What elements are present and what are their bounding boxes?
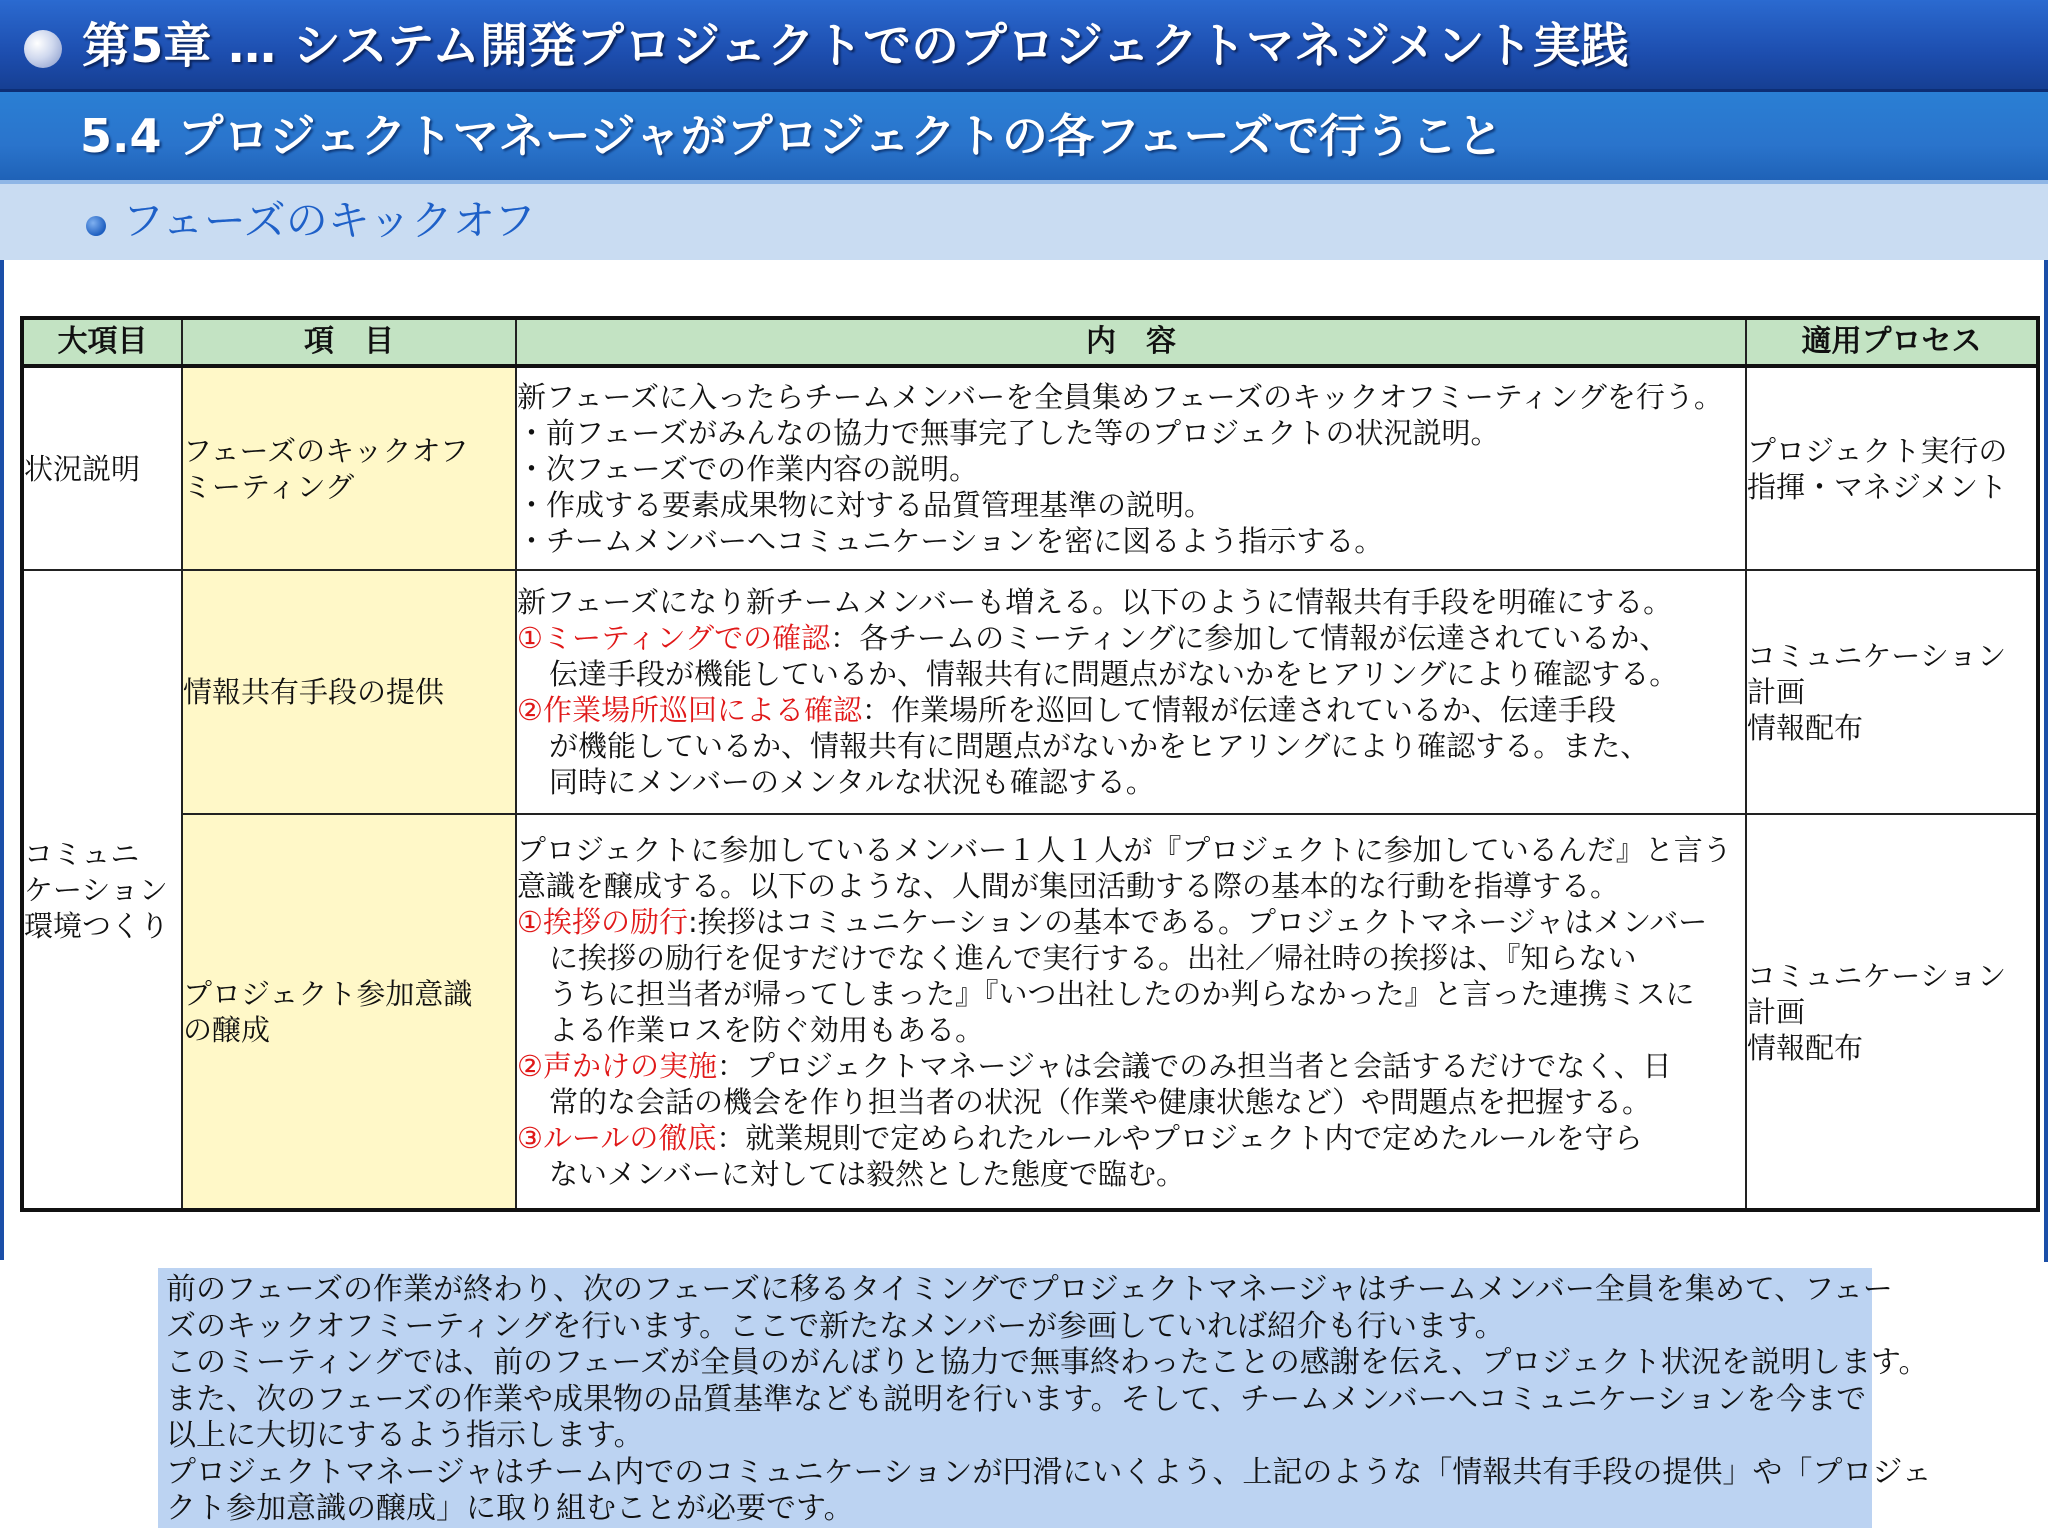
process-line: コミュニケーション: [1747, 958, 2007, 993]
chapter-title-bar: [0, 0, 2048, 92]
subsection-title-bar: [0, 184, 2048, 260]
kickoff-table: [20, 316, 2040, 1212]
point-label: ②声かけの実施: [517, 1048, 717, 1083]
content-point: [517, 1048, 1745, 1084]
point-label: ③ルールの徹底: [517, 1120, 717, 1155]
process-cell: [1746, 570, 2038, 814]
item-label-line: の醸成: [183, 1012, 271, 1047]
process-cell: [1746, 366, 2038, 570]
section-title: 5.4 プロジェクトマネージャがプロジェクトの各フェーズで行うこと: [80, 109, 1504, 163]
content-line: ・次フェーズでの作業内容の説明。: [517, 451, 979, 486]
content-line: 意識を醸成する。以下のような、人間が集団活動する際の基本的な行動を指導する。: [517, 868, 1620, 903]
item-cell: [182, 570, 516, 814]
table-row: [22, 814, 2038, 1210]
content-line: 新フェーズに入ったらチームメンバーを全員集めフェーズのキックオフミーティングを行う。: [517, 379, 1723, 414]
category-cell: [22, 570, 182, 1210]
process-line: プロジェクト実行の: [1747, 433, 2008, 468]
content-line: よる作業ロスを防ぐ効用もある。: [549, 1012, 985, 1047]
content-line: が機能しているか、情報共有に問題点がないかをヒアリングにより確認する。また、: [549, 729, 1650, 763]
content-line: ・前フェーズがみんなの協力で無事完了した等のプロジェクトの状況説明。: [517, 415, 1500, 450]
header-item: 項 目: [182, 318, 516, 366]
item-cell: [182, 366, 516, 570]
note-line: ズのキックオフミーティングを行います。ここで新たなメンバーが参画していれば紹介も行います。: [166, 1308, 1505, 1344]
header-content: 内 容: [516, 318, 1746, 366]
content-line: 新フェーズになり新チームメンバーも増える。以下のように情報共有手段を明確にする。: [517, 585, 1673, 619]
content-line: プロジェクトに参加しているメンバー１人１人が『プロジェクトに参加しているんだ』と言う: [517, 832, 1732, 867]
category-label-line: コミュニ: [24, 836, 140, 871]
process-line: 情報配布: [1747, 1030, 1864, 1065]
process-line: 情報配布: [1747, 711, 1864, 745]
table-row: [22, 366, 2038, 570]
speaker-note: [158, 1268, 1932, 1528]
item-label-line: プロジェクト参加意識: [183, 976, 473, 1011]
category-cell: [22, 366, 182, 570]
content-line: 常的な会話の機会を作り担当者の状況（作業や健康状態など）や問題点を把握する。: [549, 1084, 1652, 1119]
process-cell: [1746, 814, 2038, 1210]
content-cell: [516, 814, 1746, 1210]
item-cell: [182, 814, 516, 1210]
content-point: [517, 904, 1745, 940]
bullet-circle-icon: [24, 30, 62, 68]
point-text: ：各チームのミーティングに参加して情報が伝達されているか、: [830, 621, 1669, 655]
content-point: [517, 620, 1745, 656]
item-label-line: ミーティング: [183, 469, 355, 504]
bullet-dot-icon: [86, 216, 106, 236]
process-line: 計画: [1747, 675, 1806, 709]
note-line: 前のフェーズの作業が終わり、次のフェーズに移るタイミングでプロジェクトマネージャはチームメンバー全員を集めて、フェー: [166, 1272, 1893, 1307]
process-line: 計画: [1747, 994, 1806, 1029]
note-line: クト参加意識の醸成」に取り組むことが必要です。: [166, 1491, 854, 1526]
point-text: ：プロジェクトマネージャは会議でのみ担当者と会話するだけでなく、日: [717, 1048, 1672, 1083]
category-label: 状況説明: [24, 451, 141, 486]
content-point: [517, 1120, 1745, 1156]
note-line: プロジェクトマネージャはチーム内でのコミュニケーションが円滑にいくよう、上記のような「情報共有手段の提供」や「プロジェ: [166, 1454, 1932, 1490]
content-line: うちに担当者が帰ってしまった』『いつ出社したのか判らなかった』と言った連携ミスに: [549, 976, 1695, 1011]
process-line: コミュニケーション: [1747, 639, 2007, 673]
table-row: [22, 570, 2038, 814]
content-point: [517, 692, 1745, 728]
content-line: に挨拶の励行を促すだけでなく進んで実行する。出社／帰社時の挨拶は、『知らない: [549, 940, 1637, 975]
subsection-title: フェーズのキックオフ: [122, 196, 536, 245]
content-line: 伝達手段が機能しているか、情報共有に問題点がないかをヒアリングにより確認する。: [549, 657, 1679, 691]
point-text: ：作業場所を巡回して情報が伝達されているか、伝達手段: [862, 693, 1617, 727]
header-category: 大項目: [22, 318, 182, 366]
process-line: 指揮・マネジメント: [1747, 469, 2008, 504]
category-label-line: ケーション: [24, 872, 168, 907]
left-border: [0, 260, 4, 1260]
note-line: 以上に大切にするよう指示します。: [166, 1418, 644, 1453]
item-label-line: フェーズのキックオフ: [183, 433, 469, 468]
chapter-title: 第5章 … システム開発プロジェクトでのプロジェクトマネジメント実践: [82, 18, 1629, 74]
content-line: ないメンバーに対しては毅然とした態度で臨む。: [549, 1156, 1185, 1191]
content-cell: [516, 570, 1746, 814]
content-cell: [516, 366, 1746, 570]
header-process: 適用プロセス: [1746, 318, 2038, 366]
section-title-bar: [0, 92, 2048, 184]
content-line: ・チームメンバーへコミュニケーションを密に図るよう指示する。: [517, 523, 1384, 558]
point-label: ②作業場所巡回による確認: [517, 693, 862, 727]
point-label: ①ミーティングでの確認: [517, 621, 831, 655]
note-line: このミーティングでは、前のフェーズが全員のがんばりと協力で無事終わったことの感謝を伝え、プロジェクト状況を説明します。: [166, 1345, 1929, 1380]
content-line: 同時にメンバーのメンタルな状況も確認する。: [549, 765, 1155, 799]
item-label: 情報共有手段の提供: [183, 675, 445, 709]
point-label: ①挨拶の励行: [517, 904, 688, 939]
table-header-row: [22, 318, 2038, 366]
point-text: :挨拶はコミュニケーションの基本である。プロジェクトマネージャはメンバー: [688, 904, 1708, 939]
content-line: ・作成する要素成果物に対する品質管理基準の説明。: [517, 487, 1214, 522]
category-label-line: 環境つくり: [24, 908, 170, 943]
point-text: ：就業規則で定められたルールやプロジェクト内で定めたルールを守ら: [716, 1120, 1643, 1155]
note-line: また、次のフェーズの作業や成果物の品質基準なども説明を行います。そして、チームメンバーへコミュニケーションを今まで: [166, 1381, 1867, 1417]
